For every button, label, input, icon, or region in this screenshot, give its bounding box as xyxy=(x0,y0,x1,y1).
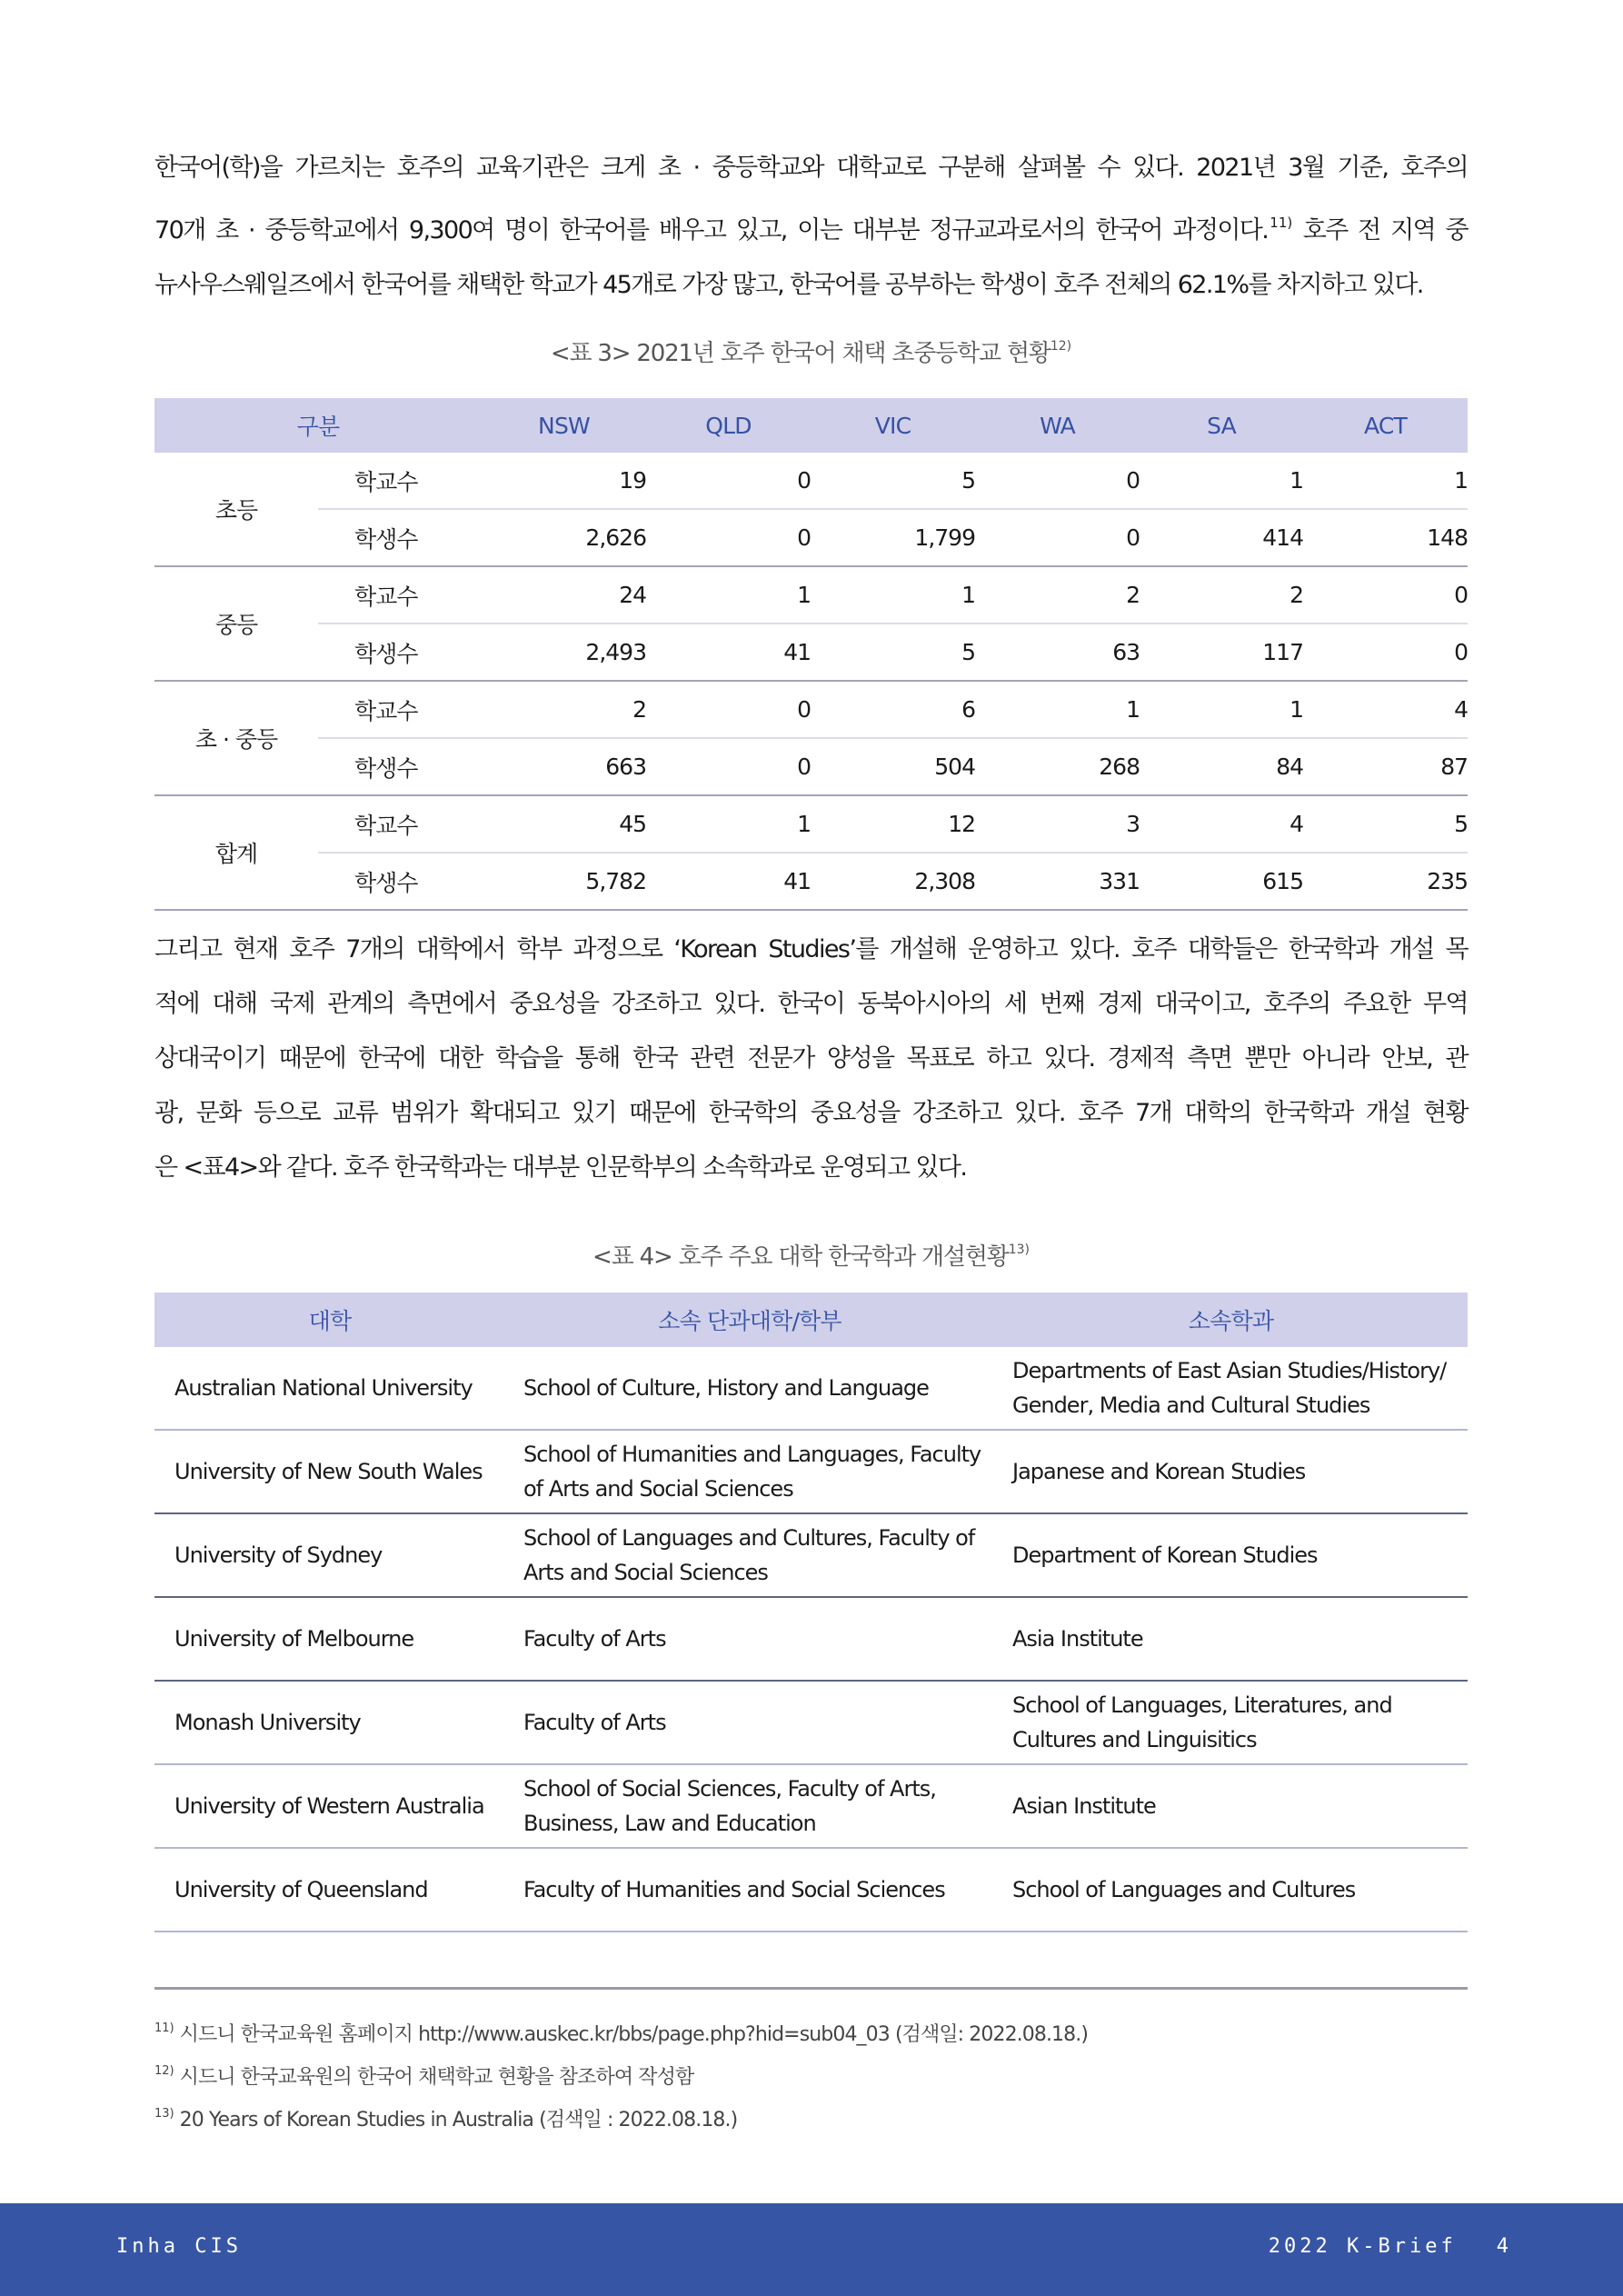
header-cell: WA xyxy=(975,398,1140,453)
footer-right xyxy=(1269,2235,1512,2258)
table-cell: 2 xyxy=(1140,566,1303,624)
table4-header-row xyxy=(154,1293,1468,1347)
table-cell: 2,626 xyxy=(482,509,646,566)
college-cell: School of Humanities and Languages, Faculty of Arts and Social Sciences xyxy=(505,1430,994,1513)
university-cell: University of Queensland xyxy=(154,1848,505,1932)
footnote-item xyxy=(154,2096,1468,2139)
table-row xyxy=(154,681,1468,738)
row-label: 학생수 xyxy=(318,853,482,910)
table-cell: 1 xyxy=(1140,681,1303,738)
row-label: 학교수 xyxy=(318,681,482,738)
table-cell: 3 xyxy=(975,795,1140,853)
university-cell: University of New South Wales xyxy=(154,1430,505,1513)
table-cell: 41 xyxy=(646,624,811,681)
group-label: 합계 xyxy=(154,795,318,910)
group-label: 초 · 중등 xyxy=(154,681,318,795)
table-cell: 19 xyxy=(482,453,646,509)
paragraph-line: 한국어(학)을 가르치는 호주의 교육기관은 크게 초 · 중등학교와 대학교로 구분해 살펴볼 수 있다. 2021년 3월 기준, 호주의 xyxy=(154,154,1468,182)
table-cell: 615 xyxy=(1140,853,1303,910)
department-cell: School of Languages, Literatures, and Cultures and Linguisitics xyxy=(994,1681,1468,1764)
table4-caption xyxy=(154,1238,1468,1272)
table3-caption-text: <표 3> 2021년 호주 한국어 채택 초중등학교 현황 xyxy=(550,340,1050,367)
table4-caption-text: <표 4> 호주 주요 대학 한국학과 개설현황 xyxy=(592,1243,1009,1271)
paragraph-line: 광, 문화 등으로 교류 범위가 확대되고 있기 때문에 한국학의 중요성을 강조하고 있다. 호주 7개 대학의 한국학과 개설 현황 xyxy=(154,1099,1468,1127)
second-paragraph xyxy=(154,923,1468,1195)
table-cell: 2,308 xyxy=(811,853,975,910)
table3-body xyxy=(154,453,1468,910)
paragraph-line: 그리고 현재 호주 7개의 대학에서 학부 과정으로 ‘Korean Studies’를 개설해 운영하고 있다. 호주 대학들은 한국학과 개설 목 xyxy=(154,935,1468,963)
footnote-text: 20 Years of Korean Studies in Australia (검색일 : 2022.08.18.) xyxy=(179,2109,738,2131)
table-cell: 2 xyxy=(482,681,646,738)
row-label: 학생수 xyxy=(318,624,482,681)
table-row xyxy=(154,624,1468,681)
table-cell: 1 xyxy=(1303,453,1468,509)
table-cell: 45 xyxy=(482,795,646,853)
department-cell: Departments of East Asian Studies/History/ Gender, Media and Cultural Studies xyxy=(994,1347,1468,1430)
department-cell: Asia Institute xyxy=(994,1597,1468,1681)
header-cell: SA xyxy=(1140,398,1303,453)
table-cell: 2,493 xyxy=(482,624,646,681)
table-cell: 6 xyxy=(811,681,975,738)
college-cell: School of Culture, History and Language xyxy=(505,1347,994,1430)
row-label: 학생수 xyxy=(318,509,482,566)
footnote-ref[interactable]: 13) xyxy=(1008,1243,1030,1257)
college-cell: School of Social Sciences, Faculty of Arts, Business, Law and Education xyxy=(505,1764,994,1848)
paragraph-line-text: 70개 초 · 중등학교에서 9,300여 명이 한국어를 배우고 있고, 이는 대부분 정규교과로서의 한국어 과정이다. xyxy=(154,216,1269,245)
table4-body xyxy=(154,1347,1468,1989)
table-cell: 1 xyxy=(646,566,811,624)
header-cell: 소속학과 xyxy=(994,1293,1468,1347)
table-cell: 4 xyxy=(1303,681,1468,738)
paragraph-line: 은 <표4>와 같다. 호주 한국학과는 대부분 인문학부의 소속학과로 운영되고 있다. xyxy=(154,1153,967,1182)
table-cell: 2 xyxy=(975,566,1140,624)
table3 xyxy=(154,398,1468,911)
table-cell: 0 xyxy=(1303,566,1468,624)
university-cell: University of Western Australia xyxy=(154,1764,505,1848)
college-cell: Faculty of Humanities and Social Sciences xyxy=(505,1848,994,1932)
paragraph-line: 상대국이기 때문에 한국에 대한 학습을 통해 한국 관련 전문가 양성을 목표로 하고 있다. 경제적 측면 뿐만 아니라 안보, 관 xyxy=(154,1044,1468,1073)
table-cell: 1 xyxy=(811,566,975,624)
table-cell: 504 xyxy=(811,738,975,795)
table-cell: 0 xyxy=(1303,624,1468,681)
table-cell: 0 xyxy=(646,738,811,795)
table-row xyxy=(154,1513,1468,1597)
header-cell: 소속 단과대학/학부 xyxy=(505,1293,994,1347)
footnote-item xyxy=(154,2011,1468,2053)
header-cell: QLD xyxy=(646,398,811,453)
footnote-mark: 13) xyxy=(154,2107,174,2121)
table-cell: 1,799 xyxy=(811,509,975,566)
table-row xyxy=(154,566,1468,624)
table4 xyxy=(154,1293,1468,1990)
paragraph-line: 뉴사우스웨일즈에서 한국어를 채택한 학교가 45개로 가장 많고, 한국어를 공부하는 학생이 호주 전체의 62.1%를 차지하고 있다. xyxy=(154,271,1423,299)
table-row xyxy=(154,1430,1468,1513)
table-cell: 663 xyxy=(482,738,646,795)
table-cell: 5,782 xyxy=(482,853,646,910)
paragraph-line xyxy=(154,195,1468,258)
table-cell: 331 xyxy=(975,853,1140,910)
footer-publication: 2022 K-Brief xyxy=(1268,2235,1457,2258)
header-cell: 대학 xyxy=(154,1293,505,1347)
table-row xyxy=(154,738,1468,795)
row-label: 학교수 xyxy=(318,453,482,509)
table-cell: 1 xyxy=(975,681,1140,738)
table-cell: 268 xyxy=(975,738,1140,795)
footnote-mark: 11) xyxy=(154,2021,174,2035)
table-cell: 5 xyxy=(811,624,975,681)
table3-header-row xyxy=(154,398,1468,453)
empty-cell xyxy=(505,1932,994,1989)
table-cell: 41 xyxy=(646,853,811,910)
table-cell: 12 xyxy=(811,795,975,853)
group-label: 중등 xyxy=(154,566,318,681)
footer-publisher: Inha CIS xyxy=(116,2235,242,2258)
table-cell: 24 xyxy=(482,566,646,624)
department-cell: School of Languages and Cultures xyxy=(994,1848,1468,1932)
empty-cell xyxy=(154,1932,505,1989)
table-cell: 4 xyxy=(1140,795,1303,853)
header-cell: NSW xyxy=(482,398,646,453)
department-cell: Japanese and Korean Studies xyxy=(994,1430,1468,1513)
table-cell: 0 xyxy=(975,453,1140,509)
footnote-mark: 12) xyxy=(154,2064,174,2078)
university-cell: Monash University xyxy=(154,1681,505,1764)
header-cell: ACT xyxy=(1303,398,1468,453)
table-cell: 0 xyxy=(646,509,811,566)
footnote-item xyxy=(154,2053,1468,2096)
table-cell: 1 xyxy=(1140,453,1303,509)
footnote-text: 시드니 한국교육원의 한국어 채택학교 현황을 참조하여 작성함 xyxy=(179,2066,694,2089)
college-cell: Faculty of Arts xyxy=(505,1681,994,1764)
page-footer xyxy=(0,2203,1623,2296)
university-cell: University of Sydney xyxy=(154,1513,505,1597)
header-cell: VIC xyxy=(811,398,975,453)
university-cell: Australian National University xyxy=(154,1347,505,1430)
table-cell: 63 xyxy=(975,624,1140,681)
intro-paragraph xyxy=(154,141,1468,313)
row-label: 학생수 xyxy=(318,738,482,795)
empty-row xyxy=(154,1932,1468,1989)
table-cell: 414 xyxy=(1140,509,1303,566)
table-cell: 1 xyxy=(646,795,811,853)
footnote-ref[interactable]: 11) xyxy=(1270,215,1293,231)
table-cell: 5 xyxy=(811,453,975,509)
header-cell: 구분 xyxy=(154,398,482,453)
table-row xyxy=(154,853,1468,910)
table-cell: 0 xyxy=(646,681,811,738)
university-cell: University of Melbourne xyxy=(154,1597,505,1681)
footnote-ref[interactable]: 12) xyxy=(1050,339,1072,354)
table3-caption xyxy=(154,334,1468,368)
college-cell: School of Languages and Cultures, Faculty of Arts and Social Sciences xyxy=(505,1513,994,1597)
table-cell: 87 xyxy=(1303,738,1468,795)
empty-cell xyxy=(994,1932,1468,1989)
table-row xyxy=(154,1597,1468,1681)
table-cell: 148 xyxy=(1303,509,1468,566)
table-row xyxy=(154,509,1468,566)
table-row xyxy=(154,1764,1468,1848)
table-cell: 117 xyxy=(1140,624,1303,681)
table-cell: 84 xyxy=(1140,738,1303,795)
department-cell: Department of Korean Studies xyxy=(994,1513,1468,1597)
row-label: 학교수 xyxy=(318,566,482,624)
table-row xyxy=(154,1848,1468,1932)
page-number: 4 xyxy=(1496,2235,1512,2258)
table-row xyxy=(154,453,1468,509)
college-cell: Faculty of Arts xyxy=(505,1597,994,1681)
paragraph-line-text: 호주 전 지역 중 xyxy=(1292,216,1468,245)
paragraph-line: 적에 대해 국제 관계의 측면에서 중요성을 강조하고 있다. 한국이 동북아시아의 세 번째 경제 대국이고, 호주의 주요한 무역 xyxy=(154,990,1468,1018)
table-row xyxy=(154,795,1468,853)
table-row xyxy=(154,1347,1468,1430)
table-cell: 235 xyxy=(1303,853,1468,910)
table-cell: 0 xyxy=(975,509,1140,566)
row-label: 학교수 xyxy=(318,795,482,853)
table-cell: 5 xyxy=(1303,795,1468,853)
footnote-text: 시드니 한국교육원 홈페이지 http://www.auskec.kr/bbs/page.php?hid=sub04_03 (검색일: 2022.08.18.) xyxy=(179,2023,1089,2046)
table-cell: 0 xyxy=(646,453,811,509)
group-label: 초등 xyxy=(154,453,318,566)
department-cell: Asian Institute xyxy=(994,1764,1468,1848)
footnotes xyxy=(154,2011,1468,2139)
table-row xyxy=(154,1681,1468,1764)
